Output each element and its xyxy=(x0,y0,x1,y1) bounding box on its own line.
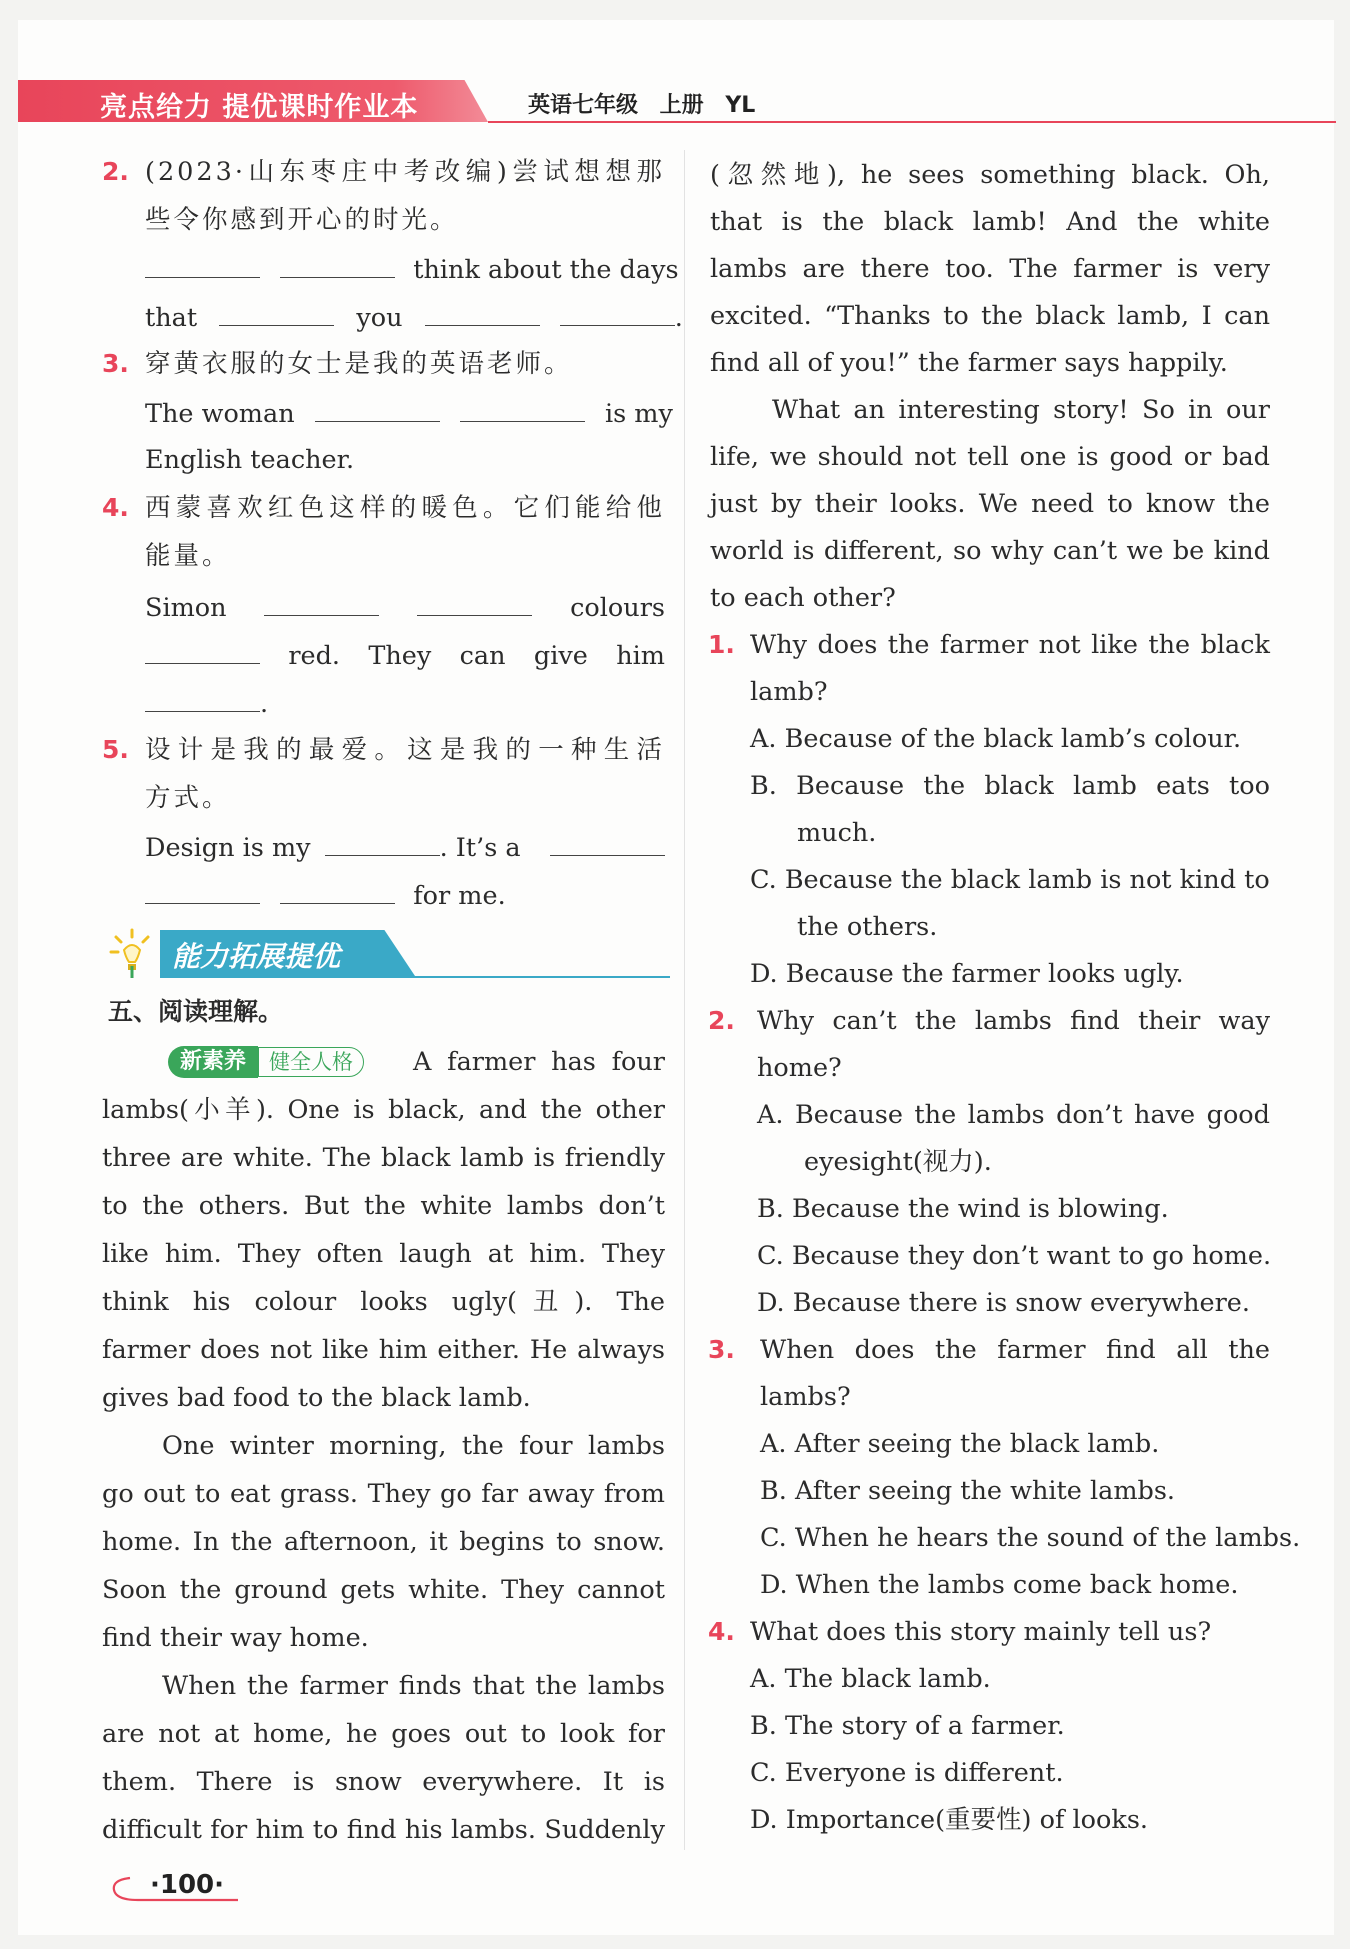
q2-answer-line2 xyxy=(145,299,683,335)
answer-option[interactable]: A. Because of the black lamb’s colour. xyxy=(750,724,1242,754)
q2-period: . xyxy=(674,303,683,333)
passage-line: lambs are there too. The farmer is very xyxy=(710,254,1270,284)
q3-answer-line1 xyxy=(145,395,673,431)
answer-blank[interactable] xyxy=(560,299,675,326)
answer-option[interactable]: C. Because they don’t want to go home. xyxy=(757,1241,1272,1271)
answer-blank[interactable] xyxy=(325,829,440,856)
q5-text-forme: for me. xyxy=(413,881,506,911)
passage-line: to the others. But the white lambs don’t xyxy=(102,1191,665,1221)
q4-text-can: can xyxy=(459,641,506,671)
passage-line: One winter morning, the four lambs xyxy=(162,1431,665,1461)
passage-line: farmer does not like him either. He always xyxy=(102,1335,665,1365)
question-stem: Why does the farmer not like the black xyxy=(750,630,1270,660)
q5-text-design: Design is my xyxy=(145,833,311,863)
passage-line: three are white. The black lamb is friendly xyxy=(102,1143,665,1173)
question-stem: When does the farmer find all the xyxy=(760,1335,1270,1365)
passage-line: Soon the ground gets white. They cannot xyxy=(102,1575,665,1605)
answer-option[interactable]: C. Everyone is different. xyxy=(750,1758,1064,1788)
answer-option[interactable]: A. The black lamb. xyxy=(750,1664,991,1694)
q4-text-simon: Simon xyxy=(145,593,227,623)
passage-line: (忽然地), he sees something black. Oh, xyxy=(710,160,1270,190)
answer-blank[interactable] xyxy=(145,877,260,904)
answer-blank[interactable] xyxy=(425,299,540,326)
question-number: 4. xyxy=(102,493,129,522)
q4-answer-line3 xyxy=(145,685,268,721)
question-number: 2. xyxy=(102,157,129,186)
answer-blank[interactable] xyxy=(460,395,585,422)
answer-option[interactable]: C. When he hears the sound of the lambs. xyxy=(760,1523,1301,1553)
question-number: 1. xyxy=(708,630,735,659)
answer-option[interactable]: D. Importance(重要性) of looks. xyxy=(750,1805,1149,1835)
column-divider xyxy=(684,150,685,1850)
q3-text-ismy: is my xyxy=(604,399,673,429)
answer-option[interactable]: A. After seeing the black lamb. xyxy=(760,1429,1160,1459)
q2-text-that: that xyxy=(145,303,198,333)
passage-line: just by their looks. We need to know the xyxy=(710,489,1270,519)
answer-blank[interactable] xyxy=(550,829,665,856)
answer-option-cont: the others. xyxy=(797,912,938,942)
answer-option-cont: much. xyxy=(797,818,877,848)
section-title: 五、阅读理解。 xyxy=(108,997,284,1026)
q4-answer-line2 xyxy=(145,637,665,673)
q4-text-red: red. xyxy=(288,641,341,671)
passage-line: go out to eat grass. They go far away from xyxy=(102,1479,665,1509)
answer-blank[interactable] xyxy=(280,251,395,278)
q3-text-woman: The woman xyxy=(145,399,295,429)
lightbulb-icon xyxy=(108,928,156,980)
question-stem: lambs? xyxy=(760,1382,851,1412)
answer-blank[interactable] xyxy=(145,637,260,664)
header-rule xyxy=(488,121,1336,123)
answer-option[interactable]: D. Because the farmer looks ugly. xyxy=(750,959,1184,989)
question-number: 3. xyxy=(102,349,129,378)
passage-line: are not at home, he goes out to look for xyxy=(102,1719,665,1749)
q3-answer-line2: English teacher. xyxy=(145,445,355,475)
q5-text-itsa: . It’s a xyxy=(439,833,521,863)
passage-line: think his colour looks ugly(丑). The xyxy=(102,1287,665,1317)
section-banner-title: 能力拓展提优 xyxy=(172,940,341,973)
literacy-badge xyxy=(168,1046,364,1078)
answer-blank[interactable] xyxy=(145,685,260,712)
q3-prompt: 穿黄衣服的女士是我的英语老师。 xyxy=(145,349,573,379)
q4-text-they: They xyxy=(368,641,432,671)
answer-blank[interactable] xyxy=(145,251,260,278)
answer-blank[interactable] xyxy=(417,589,532,616)
passage-line: find all of you!” the farmer says happily. xyxy=(710,348,1228,378)
q5-prompt-line2: 方式。 xyxy=(145,783,231,813)
answer-option[interactable]: A. Because the lambs don’t have good xyxy=(757,1100,1270,1130)
badge-sub: 健全人格 xyxy=(258,1047,364,1077)
passage-line: difficult for him to find his lambs. Suddenly xyxy=(102,1815,665,1845)
passage-line: What an interesting story! So in our xyxy=(772,395,1270,425)
q4-text-him: him xyxy=(616,641,665,671)
q2-answer-line1 xyxy=(145,251,679,287)
q2-prompt-line1: (2023·山东枣庄中考改编)尝试想想那 xyxy=(145,157,665,187)
question-stem: Why can’t the lambs find their way xyxy=(757,1006,1270,1036)
answer-option[interactable]: B. Because the black lamb eats too xyxy=(750,771,1270,801)
section-rule xyxy=(160,976,670,978)
question-number: 5. xyxy=(102,735,129,764)
q5-answer-line2 xyxy=(145,877,506,913)
answer-option[interactable]: B. Because the wind is blowing. xyxy=(757,1194,1169,1224)
q2-text: think about the days xyxy=(413,255,679,285)
answer-blank[interactable] xyxy=(219,299,334,326)
q4-text-give: give xyxy=(533,641,588,671)
page-number: ·100· xyxy=(150,1870,225,1900)
answer-option[interactable]: C. Because the black lamb is not kind to xyxy=(750,865,1270,895)
answer-option-cont: eyesight(视力). xyxy=(804,1147,992,1177)
q5-answer-line1 xyxy=(145,829,665,865)
answer-blank[interactable] xyxy=(264,589,379,616)
q4-prompt-line2: 能量。 xyxy=(145,541,231,571)
header-brand: 亮点给力 提优课时作业本 xyxy=(100,92,419,123)
passage-line: find their way home. xyxy=(102,1623,369,1653)
q4-text-colours: colours xyxy=(570,593,665,623)
passage-line: them. There is snow everywhere. It is xyxy=(102,1767,665,1797)
question-number: 4. xyxy=(708,1617,735,1646)
passage-line: excited. “Thanks to the black lamb, I can xyxy=(710,301,1270,331)
q4-prompt-line1: 西蒙喜欢红色这样的暖色。它们能给他 xyxy=(145,493,665,523)
question-stem: What does this story mainly tell us? xyxy=(750,1617,1212,1647)
question-stem: lamb? xyxy=(750,677,828,707)
passage-line: home. In the afternoon, it begins to snow. xyxy=(102,1527,665,1557)
question-stem: home? xyxy=(757,1053,842,1083)
answer-option[interactable]: B. The story of a farmer. xyxy=(750,1711,1065,1741)
question-number: 2. xyxy=(708,1006,735,1035)
answer-blank[interactable] xyxy=(280,877,395,904)
q5-prompt-line1: 设计是我的最爱。这是我的一种生活 xyxy=(145,735,665,765)
answer-blank[interactable] xyxy=(315,395,440,422)
q2-text-you: you xyxy=(356,303,403,333)
passage-line: that is the black lamb! And the white xyxy=(710,207,1270,237)
badge-main: 新素养 xyxy=(168,1046,258,1078)
q4-period: . xyxy=(260,689,269,719)
answer-option[interactable]: B. After seeing the white lambs. xyxy=(760,1476,1176,1506)
passage-line: life, we should not tell one is good or bad xyxy=(710,442,1270,472)
answer-option[interactable]: D. When the lambs come back home. xyxy=(760,1570,1239,1600)
passage-line: gives bad food to the black lamb. xyxy=(102,1383,531,1413)
header-subject: 英语七年级 上册 YL xyxy=(528,93,756,118)
answer-option[interactable]: D. Because there is snow everywhere. xyxy=(757,1288,1250,1318)
passage-line: to each other? xyxy=(710,583,896,613)
passage-line: When the farmer finds that the lambs xyxy=(162,1671,665,1701)
passage-line: A farmer has four xyxy=(413,1047,665,1077)
passage-line: lambs(小羊). One is black, and the other xyxy=(102,1095,665,1125)
q4-answer-line1 xyxy=(145,589,665,625)
q2-prompt-line2: 些令你感到开心的时光。 xyxy=(145,205,459,235)
question-number: 3. xyxy=(708,1335,735,1364)
passage-line: world is different, so why can’t we be kind xyxy=(710,536,1270,566)
passage-line: like him. They often laugh at him. They xyxy=(102,1239,665,1269)
